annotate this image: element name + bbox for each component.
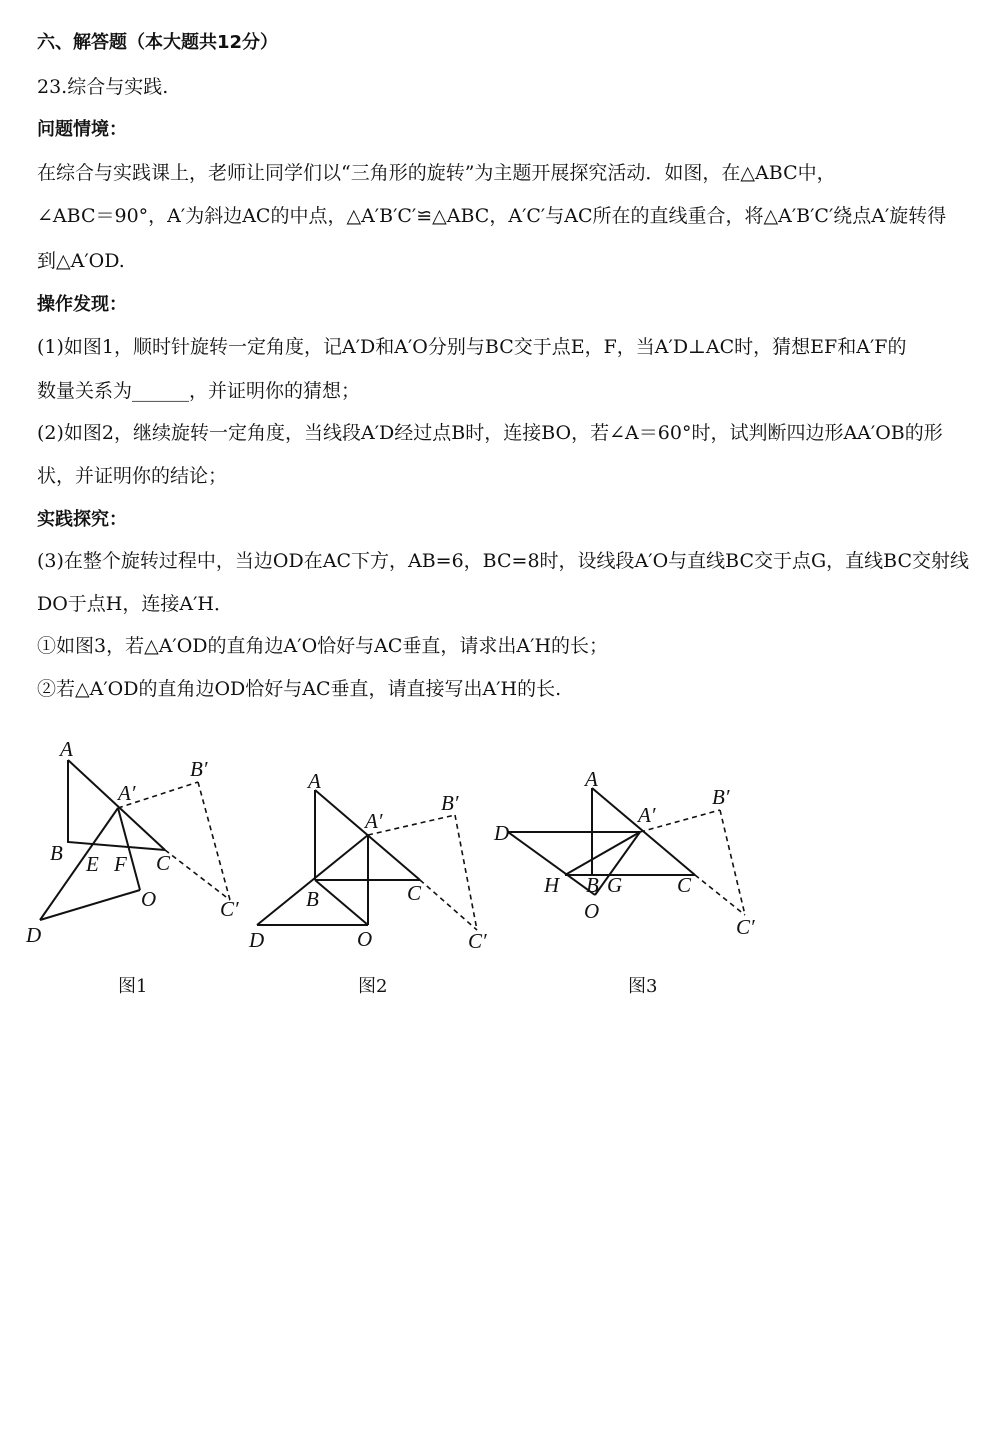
fig3-label-C1: C′ bbox=[736, 915, 755, 939]
heading-operation: 操作发现： bbox=[37, 294, 127, 315]
situation-line-1: 在综合与实践课上，老师让同学们以“三角形的旋转”为主题开展探究活动．如图，在△ABC中， bbox=[37, 162, 836, 184]
fig2-label-B: B bbox=[306, 887, 319, 911]
q3-line-1: (3)在整个旋转过程中，当边OD在AC下方，AB=6，BC=8时，设线段A′O与直线BC交于点G，直线BC交射线 bbox=[37, 550, 970, 572]
q2-line-2: 状，并证明你的结论； bbox=[37, 465, 228, 487]
figure-2-dashed-lines bbox=[368, 815, 477, 930]
fig3-label-O: O bbox=[584, 899, 600, 923]
q1-line-1: (1)如图1，顺时针旋转一定角度，记A′D和A′O分别与BC交于点E，F，当A′D⊥AC时，猜想EF和A′F的 bbox=[37, 336, 907, 358]
fig2-label-O: O bbox=[357, 927, 373, 951]
q3-line-3: ①如图3，若△A′OD的直角边A′O恰好与AC垂直，请求出A′H的长； bbox=[37, 635, 609, 657]
fig1-segment-A1O bbox=[118, 808, 140, 890]
fig1-label-A: A bbox=[60, 737, 73, 761]
fig3-label-H: H bbox=[544, 873, 560, 897]
fig3-label-A1: A′ bbox=[638, 803, 656, 827]
section-title: 六、解答题（本大题共12分） bbox=[37, 32, 279, 53]
fig1-label-E: E bbox=[86, 852, 99, 876]
fig1-label-F: F bbox=[114, 852, 127, 876]
figure-1-caption: 图1 bbox=[118, 976, 148, 997]
situation-line-2: ∠ABC＝90°，A′为斜边AC的中点，△A′B′C′≌△ABC，A′C′与AC所在的直线重合，将△A′B′C′绕点A′旋转得 bbox=[37, 205, 947, 227]
heading-practice: 实践探究： bbox=[37, 509, 127, 530]
fig1-label-B1: B′ bbox=[190, 757, 208, 781]
fig1-segment-DO bbox=[40, 890, 140, 920]
heading-situation: 问题情境： bbox=[37, 119, 127, 140]
figure-3-dashed-lines bbox=[640, 810, 745, 915]
fig2-label-B1: B′ bbox=[441, 791, 459, 815]
figure-2-diagram bbox=[245, 730, 495, 960]
fig3-label-C: C bbox=[677, 873, 692, 897]
figure-3-diagram bbox=[490, 730, 770, 950]
figure-2-solid-lines bbox=[257, 790, 420, 925]
fig1-label-D: D bbox=[26, 923, 42, 947]
fig2-label-A1: A′ bbox=[365, 809, 383, 833]
fig1-label-A1: A′ bbox=[118, 781, 136, 805]
situation-line-3: 到△A′OD. bbox=[37, 250, 125, 272]
figure-3-caption: 图3 bbox=[628, 976, 658, 997]
fig1-hypotenuse bbox=[68, 760, 165, 850]
fig3-label-B1: B′ bbox=[712, 785, 730, 809]
fig1-label-C: C bbox=[156, 851, 171, 875]
fig3-label-B: B bbox=[586, 873, 599, 897]
fig3-label-G: G bbox=[607, 873, 623, 897]
fig2-label-C: C bbox=[407, 881, 422, 905]
fig1-label-B: B bbox=[50, 841, 63, 865]
fig2-label-C1: C′ bbox=[468, 929, 487, 953]
problem-title: 23.综合与实践. bbox=[37, 76, 169, 98]
fig3-segment-A1H bbox=[565, 832, 640, 875]
figure-1-diagram bbox=[20, 730, 260, 950]
fig2-label-A: A bbox=[308, 769, 321, 793]
fig2-segment-BO bbox=[315, 880, 368, 925]
fig1-label-O: O bbox=[141, 887, 157, 911]
figure-2-caption: 图2 bbox=[358, 976, 388, 997]
fig3-label-D: D bbox=[494, 821, 510, 845]
figure-3-solid-lines bbox=[508, 788, 695, 895]
q3-line-2: DO于点H，连接A′H． bbox=[37, 593, 233, 615]
q1-line-2: 数量关系为______，并证明你的猜想； bbox=[37, 380, 361, 402]
fig1-label-C1: C′ bbox=[220, 897, 239, 921]
q3-line-4: ②若△A′OD的直角边OD恰好与AC垂直，请直接写出A′H的长. bbox=[37, 678, 562, 700]
q2-line-1: (2)如图2，继续旋转一定角度，当线段A′D经过点B时，连接BO，若∠A＝60°时，试判断四边形AA′OB的形 bbox=[37, 422, 943, 444]
fig3-label-A: A bbox=[585, 767, 598, 791]
fig2-label-D: D bbox=[249, 928, 265, 952]
